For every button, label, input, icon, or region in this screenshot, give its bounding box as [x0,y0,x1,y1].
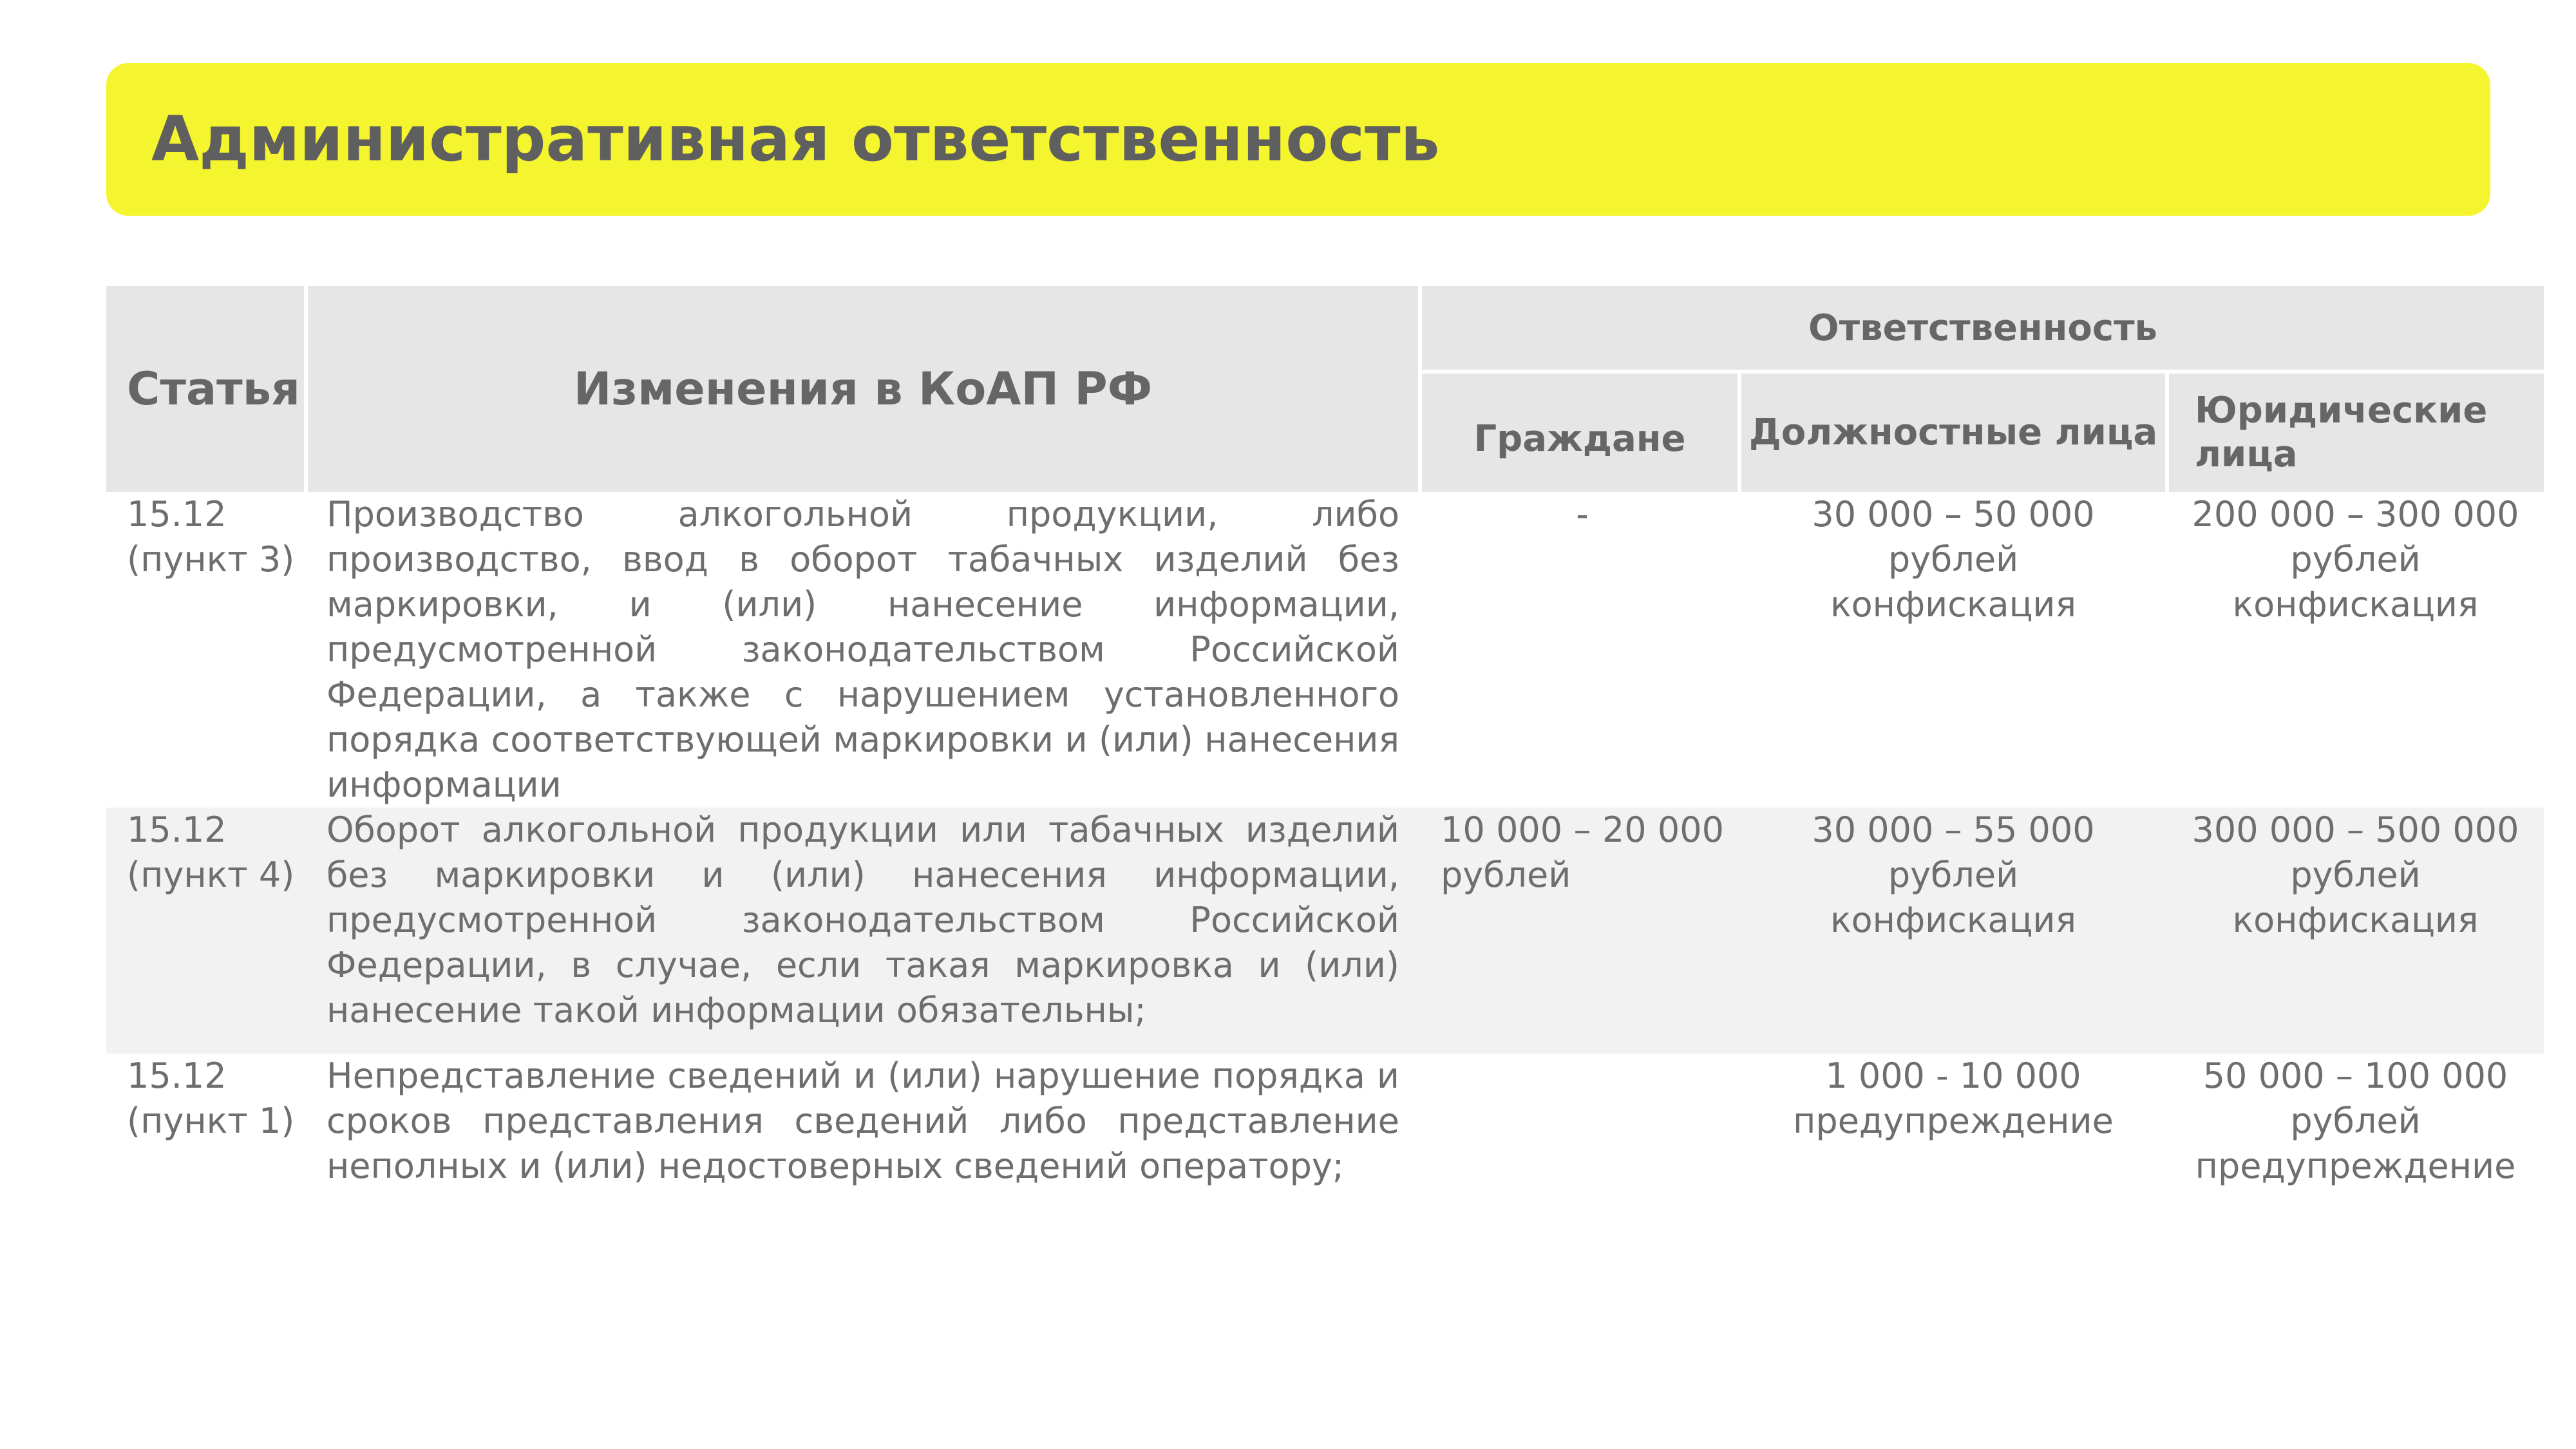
table-row [106,808,2544,1054]
officials-cell [1739,1054,2167,1215]
article-cell [106,492,306,808]
page-title: Административная ответственность [151,103,1440,175]
citizens-cell [1420,1054,1739,1215]
header-article: Статья [106,286,306,492]
legal-entities-penalty: конфискация [2232,584,2479,625]
legal-entities-cell [2167,1054,2544,1215]
article-cell [106,808,306,1054]
header-citizens: Граждане [1420,372,1739,492]
table-header-row [106,286,2544,372]
article-point: (пункт 3) [127,539,295,580]
article-cell [106,1054,306,1215]
citizens-cell: - [1576,494,1589,535]
legal-entities-unit: рублей [2290,539,2421,580]
table-row [106,492,2544,808]
article-number: 15.12 [127,1056,227,1096]
citizens-cell: 10 000 – 20 000 рублей [1420,808,1739,1054]
officials-cell [1739,492,2167,808]
officials-penalty: конфискация [1830,900,2076,940]
officials-penalty: конфискация [1830,584,2076,625]
description-cell: Непредставление сведений и (или) нарушение порядка и сроков представления сведений либо представление неполных и (или) недостоверных сведений оператору; [327,1056,1399,1186]
officials-penalty: предупреждение [1793,1101,2114,1141]
officials-fine: 30 000 – 55 000 [1812,810,2095,850]
description-cell: Производство алкогольной продукции, либо производство, ввод в оборот табачных изделий без маркировки, и (или) нанесение информации, предусмотренной законодательством Российской Федерации, а также с нарушением установленного порядка соответствующей маркировки и (или) нанесения информации [327,494,1399,805]
header-changes: Изменения в КоАП РФ [306,286,1420,492]
article-number: 15.12 [127,810,227,850]
officials-fine: 30 000 – 50 000 [1812,494,2095,535]
liability-table [106,286,2544,1215]
description-cell: Оборот алкогольной продукции или табачных изделий без маркировки и (или) нанесения информации, предусмотренной законодательством Российской Федерации, в случае, если такая маркировка и (или) нанесение такой информации обязательны; [306,808,1420,1054]
legal-entities-penalty: конфискация [2232,900,2479,940]
header-legal-entities: Юридические лица [2167,372,2544,492]
legal-entities-unit: рублей [2290,855,2421,895]
header-officials: Должностные лица [1739,372,2167,492]
article-number: 15.12 [127,494,227,535]
legal-entities-cell [2167,808,2544,1054]
officials-cell [1739,808,2167,1054]
header-responsibility: Ответственность [1420,286,2544,372]
officials-unit: рублей [1888,855,2019,895]
table-row [106,1054,2544,1215]
legal-entities-fine: 200 000 – 300 000 [2192,494,2519,535]
legal-entities-cell [2167,492,2544,808]
legal-entities-penalty: предупреждение [2195,1146,2516,1186]
legal-entities-unit: рублей [2290,1101,2421,1141]
officials-unit: рублей [1888,539,2019,580]
title-banner [106,63,2490,216]
legal-entities-fine: 300 000 – 500 000 [2192,810,2519,850]
article-point: (пункт 1) [127,1101,295,1141]
article-point: (пункт 4) [127,855,295,895]
legal-entities-fine: 50 000 – 100 000 [2202,1056,2508,1096]
officials-fine: 1 000 - 10 000 [1825,1056,2081,1096]
